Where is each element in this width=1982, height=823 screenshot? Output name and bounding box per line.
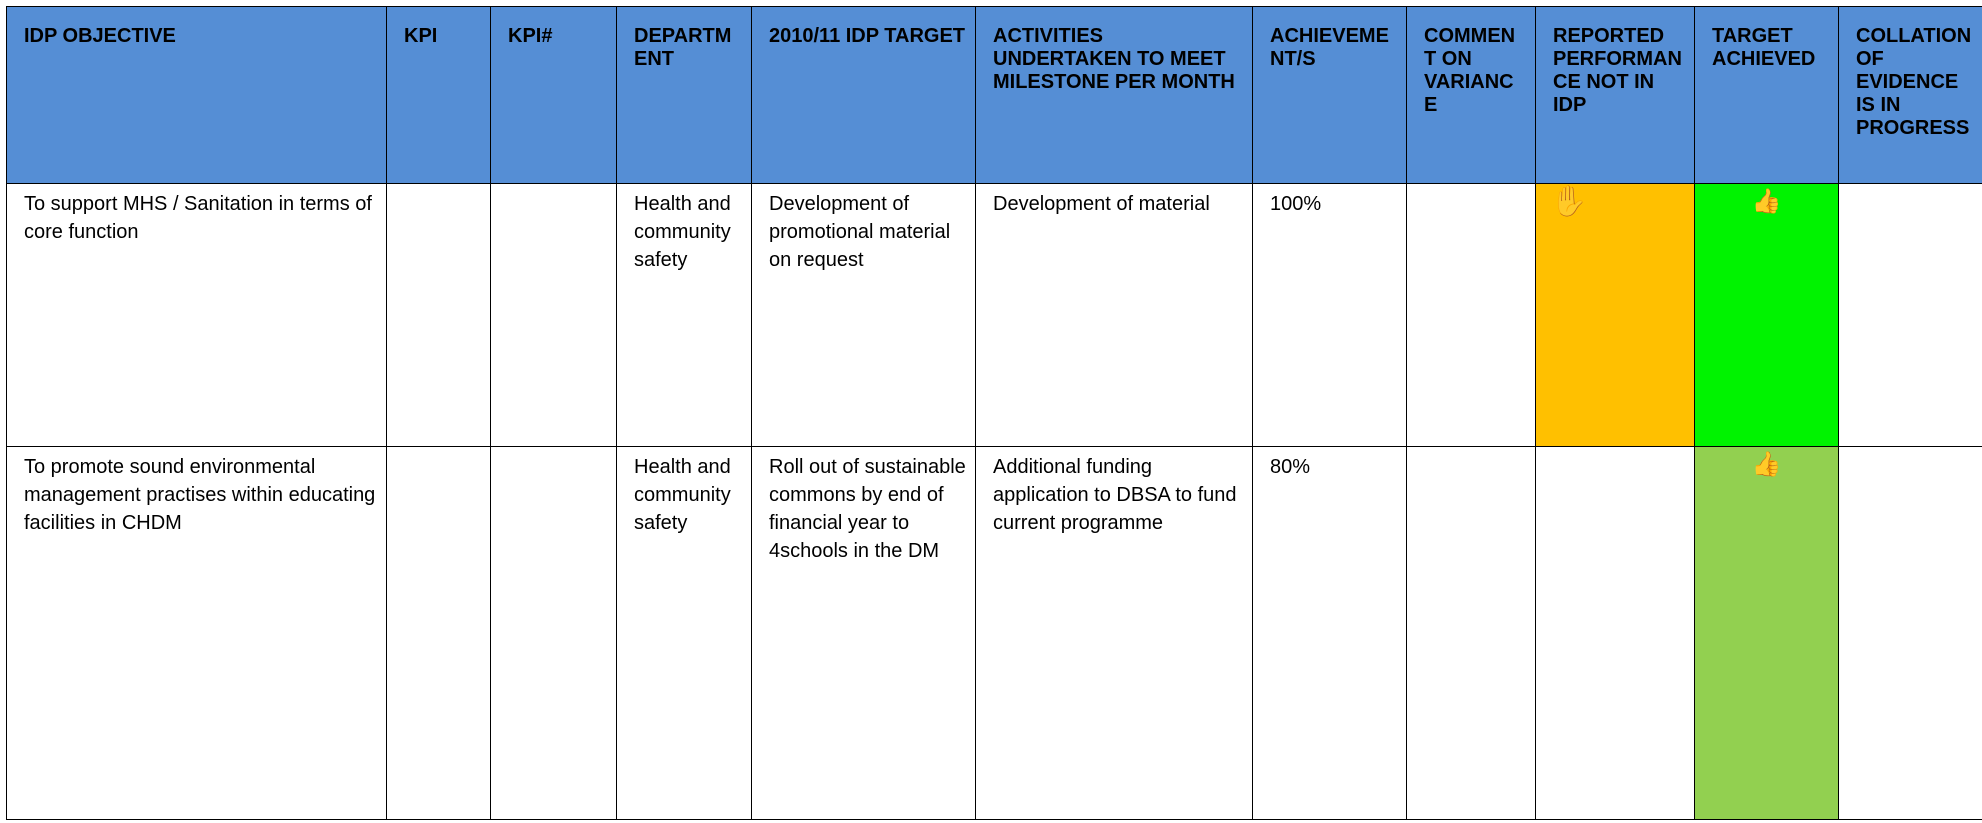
cell-achievement: 80% [1253, 447, 1407, 820]
header-row [7, 7, 1982, 184]
cell-department: Health and community safety [617, 447, 752, 820]
header-idp-objective: IDP OBJECTIVE [7, 7, 387, 184]
raised-hand-icon: ✋ [1550, 185, 1588, 218]
cell-kpi-number [491, 184, 617, 447]
table-row [7, 447, 1982, 820]
cell-kpi [387, 447, 491, 820]
header-comment-on-variance: COMMEN T ON VARIANC E [1407, 7, 1536, 184]
thumbs-up-icon: 👍 [1751, 451, 1782, 478]
cell-activities: Additional funding application to DBSA to fund current programme [976, 447, 1253, 820]
header-kpi: KPI [387, 7, 491, 184]
cell-evidence [1839, 447, 1982, 820]
cell-comment [1407, 447, 1536, 820]
cell-department: Health and community safety [617, 184, 752, 447]
cell-activities: Development of material [976, 184, 1253, 447]
table-row [7, 184, 1982, 447]
cell-target: Roll out of sustainable commons by end of financial year to 4schools in the DM [752, 447, 976, 820]
cell-reported-performance [1536, 184, 1695, 447]
thumbs-up-icon: 👍 [1751, 188, 1782, 215]
header-reported-performance: REPORTED PERFORMAN CE NOT IN IDP [1536, 7, 1695, 184]
header-collation-of-evidence: COLLATION OF EVIDENCE IS IN PROGRESS [1839, 7, 1982, 184]
cell-target-achieved [1695, 184, 1839, 447]
header-achievements: ACHIEVEME NT/S [1253, 7, 1407, 184]
cell-achievement: 100% [1253, 184, 1407, 447]
cell-objective: To support MHS / Sanitation in terms of core function [7, 184, 387, 447]
cell-evidence [1839, 184, 1982, 447]
header-activities: ACTIVITIES UNDERTAKEN TO MEET MILESTONE PER MONTH [976, 7, 1253, 184]
cell-target: Development of promotional material on request [752, 184, 976, 447]
performance-report-table [6, 6, 1982, 820]
header-kpi-number: KPI# [491, 7, 617, 184]
cell-objective: To promote sound environmental management practises within educating facilities in CHDM [7, 447, 387, 820]
header-department: DEPARTM ENT [617, 7, 752, 184]
cell-reported-performance [1536, 447, 1695, 820]
cell-target-achieved [1695, 447, 1839, 820]
header-idp-target: 2010/11 IDP TARGET [752, 7, 976, 184]
cell-comment [1407, 184, 1536, 447]
cell-kpi [387, 184, 491, 447]
header-target-achieved: TARGET ACHIEVED [1695, 7, 1839, 184]
cell-kpi-number [491, 447, 617, 820]
